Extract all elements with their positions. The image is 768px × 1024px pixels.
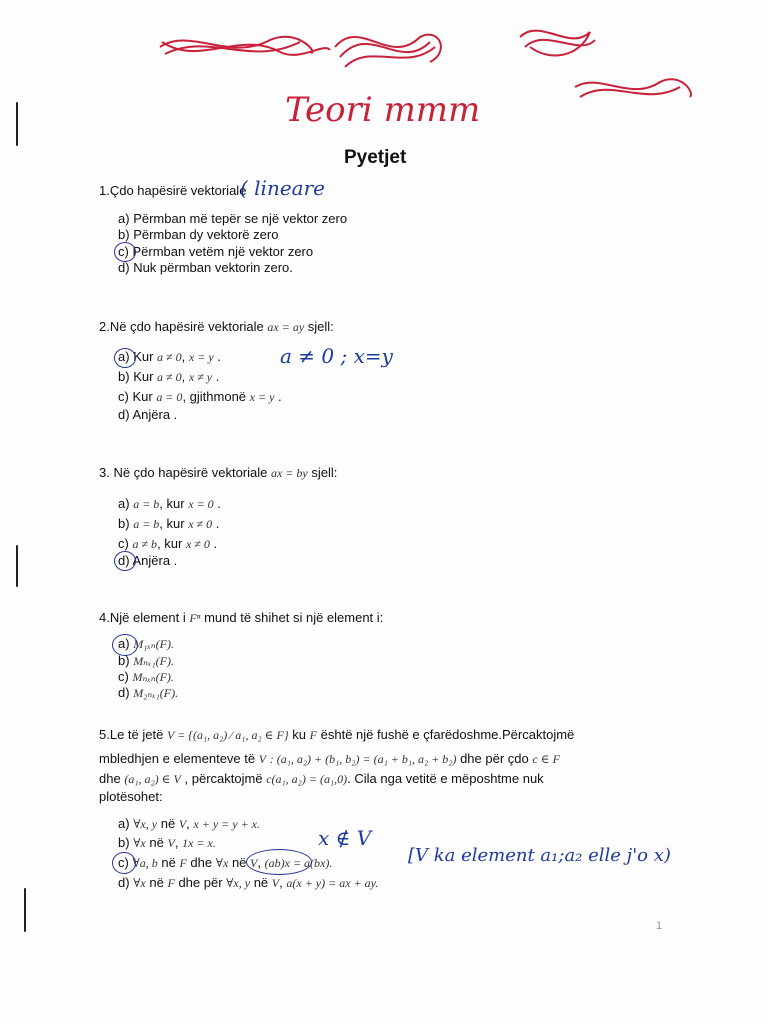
q3-option: b) a = b, kur x ≠ 0 . (118, 516, 220, 531)
q2-option: a) Kur a ≠ 0, x = y . (118, 349, 221, 364)
answer-circle (114, 242, 136, 262)
q5-stem-line1: 5.Le të jetë V = {(a₁, a₂) ⁄ a₁, a₂ ∈ F} ku F është një fushë e çfarëdoshme.Përcaktojmë (99, 727, 575, 742)
q3-stem: 3. Në çdo hapësirë vektoriale ax = by sjell: (99, 465, 338, 480)
answer-circle (114, 551, 136, 571)
margin-mark (24, 888, 26, 932)
q5-handwritten-note-b: x ∉ V (318, 826, 372, 850)
q3-option: c) a ≠ b, kur x ≠ 0 . (118, 536, 218, 551)
page-title: Pyetjet (344, 147, 407, 168)
q3-option: a) a = b, kur x = 0 . (118, 496, 221, 511)
q2-option: c) Kur a = 0, gjithmonë x = y . (118, 389, 282, 404)
q2-handwritten-note: a ≠ 0 ; x=y (280, 344, 393, 368)
q2-option: b) Kur a ≠ 0, x ≠ y . (118, 369, 220, 384)
highlight-circle (246, 849, 312, 875)
margin-mark (16, 545, 18, 587)
page-number: 1 (656, 920, 663, 932)
q1-stem: 1.Çdo hapësirë vektoriale (99, 183, 247, 198)
q4-option: d) M₂ₙₓ₁(F). (118, 685, 179, 700)
q1-option: a) Përmban më tepër se një vektor zero (118, 211, 348, 226)
q5-handwritten-note-c: [V ka element a₁;a₂ elle j'o x) (408, 845, 671, 866)
q2-stem: 2.Në çdo hapësirë vektoriale ax = ay sjell: (99, 319, 334, 334)
q5-option: a) ∀x, y në V, x + y = y + x. (118, 816, 261, 831)
q4-option: c) Mₙₓₙ(F). (118, 669, 174, 684)
handwritten-name: Teori mmm (285, 90, 481, 130)
q4-option: b) Mₙₓ₁(F). (118, 653, 174, 668)
q1-option: c) Përmban vetëm një vektor zero (118, 244, 314, 259)
q5-option: b) ∀x në V, 1x = x. (118, 835, 216, 850)
q1-option: b) Përmban dy vektorë zero (118, 227, 279, 242)
answer-circle (112, 852, 136, 874)
q5-stem-line2: mbledhjen e elementeve të V : (a₁, a₂) + (b₁, b₂) = (a₁ + b₁, a₂ + b₂) dhe për çdo c ∈ F (99, 751, 560, 766)
q2-option: d) Anjëra . (118, 407, 178, 422)
q4-stem: 4.Një element i Fⁿ mund të shihet si një element i: (99, 610, 384, 625)
q5-stem-line4: plotësohet: (99, 789, 163, 804)
margin-mark (16, 102, 18, 146)
q3-option: d) Anjëra . (118, 553, 178, 568)
answer-circle (114, 348, 136, 368)
q1-option: d) Nuk përmban vektorin zero. (118, 260, 293, 275)
q5-option: c) ∀a, b në F dhe ∀x në V, (ab)x = a(bx). (118, 855, 333, 870)
q5-stem-line3: dhe (a₁, a₂) ∈ V , përcaktojmë c(a₁, a₂) = (a₁,0). Cila nga vetitë e mëposhtme nuk (99, 771, 544, 786)
q5-option: d) ∀x në F dhe për ∀x, y në V, a(x + y) = ax + ay. (118, 875, 379, 890)
q1-handwritten-note: ( lineare (240, 176, 325, 200)
q4-option: a) M₁ₓₙ(F). (118, 636, 174, 651)
